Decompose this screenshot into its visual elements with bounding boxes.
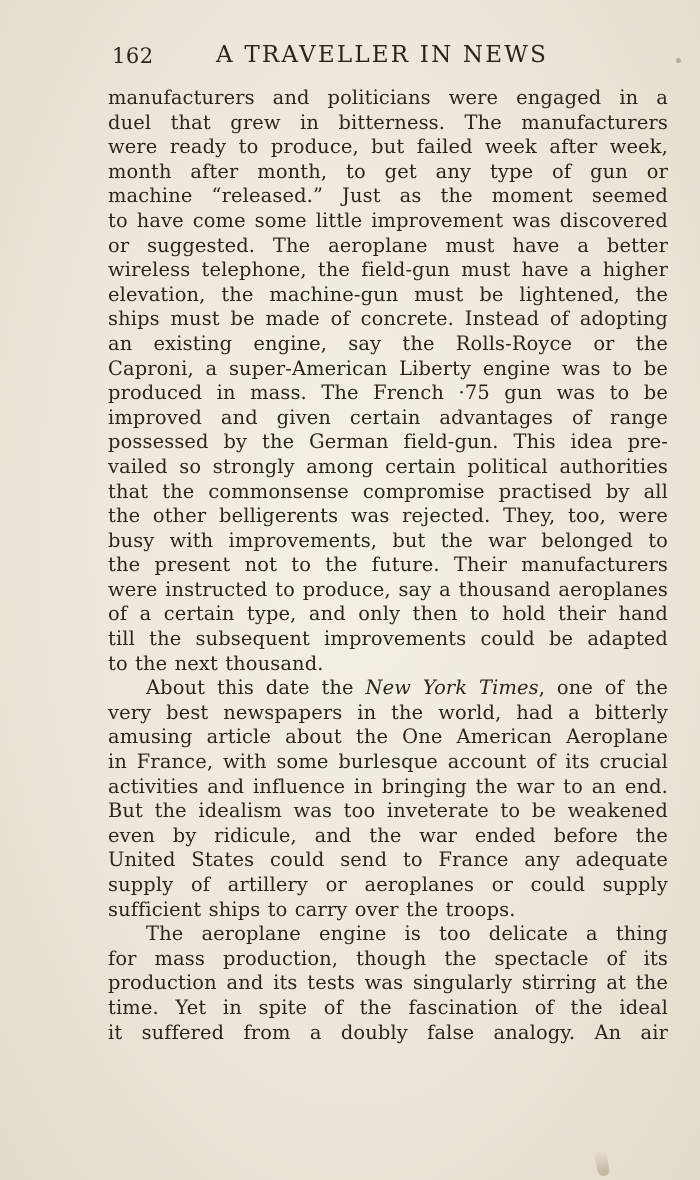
text-line: an existing engine, say the Rolls-Royce or the (108, 331, 668, 355)
text-run: , one of the (538, 676, 668, 700)
text-line: of a certain type, and only then to hold their hand (108, 602, 668, 626)
text-line: produced in mass. The French ·75 gun was to be (108, 381, 668, 405)
paragraph-3 (108, 922, 668, 1045)
text-line: month after month, to get any type of gun or (108, 159, 668, 183)
text-line: The aeroplane engine is too delicate a thing (146, 922, 668, 946)
paper-stain (593, 1149, 610, 1177)
text-line: Caproni, a super-American Liberty engine was to be (108, 356, 668, 380)
text-line: to have come some little improvement was discovered (108, 208, 668, 232)
text-line: supply of artillery or aeroplanes or could supply (108, 873, 668, 896)
text-line: even by ridicule, and the war ended before the (108, 823, 668, 847)
text-line: sufficient ships to carry over the troops. (108, 897, 516, 921)
page-header (112, 40, 672, 74)
text-line: vailed so strongly among certain political authorities (108, 454, 668, 478)
text-line: the present not to the future. Their manufacturers (108, 553, 668, 577)
page-number: 162 (112, 44, 154, 68)
text-line (108, 676, 668, 701)
text-line: the other belligerents was rejected. They, too, were (108, 504, 668, 528)
text-line: to the next thousand. (108, 651, 324, 675)
paragraph-2 (108, 676, 668, 922)
text-run: About this date the (146, 676, 366, 700)
text-line: were ready to produce, but failed week after week, (108, 135, 668, 159)
paragraph-1 (108, 86, 668, 676)
newspaper-title: New York Times (365, 676, 539, 700)
text-line: ships must be made of concrete. Instead of adopting (108, 307, 668, 331)
text-line: busy with improvements, but the war belonged to (108, 528, 668, 552)
running-title: A TRAVELLER IN NEWS (216, 42, 549, 68)
text-line: improved and given certain advantages of range (108, 405, 668, 429)
text-line: But the idealism was too inveterate to be weakened (108, 799, 668, 823)
text-line: it suffered from a doubly false analogy. An air (108, 1020, 668, 1044)
text-line: time. Yet in spite of the fascination of the ideal (108, 995, 668, 1019)
text-line: amusing article about the One American Aeroplane (108, 725, 668, 749)
text-line: activities and influence in bringing the war to an end. (108, 774, 668, 798)
text-line: very best newspapers in the world, had a bitterly (108, 700, 668, 724)
text-line: United States could send to France any adequate (108, 848, 668, 872)
body-text (108, 86, 668, 1045)
text-line: machine “released.” Just as the moment seemed (108, 184, 668, 208)
text-line: in France, with some burlesque account of its crucial (108, 750, 668, 774)
text-line: possessed by the German field-gun. This idea pre- (108, 430, 668, 454)
text-line: till the subsequent improvements could be adapted (108, 627, 668, 651)
text-line: that the commonsense compromise practised by all (108, 479, 668, 503)
text-line: or suggested. The aeroplane must have a better (108, 233, 668, 257)
text-line: duel that grew in bitterness. The manufacturers (108, 110, 668, 134)
text-line: elevation, the machine-gun must be lightened, the (108, 282, 668, 306)
text-line: wireless telephone, the field-gun must have a higher (108, 258, 668, 282)
text-line: for mass production, though the spectacle of its (108, 946, 668, 970)
text-line: manufacturers and politicians were engaged in a (108, 86, 668, 109)
paper-speck (676, 58, 681, 63)
text-line: production and its tests was singularly stirring at the (108, 971, 668, 995)
text-line: were instructed to produce, say a thousand aeroplanes (108, 577, 668, 601)
